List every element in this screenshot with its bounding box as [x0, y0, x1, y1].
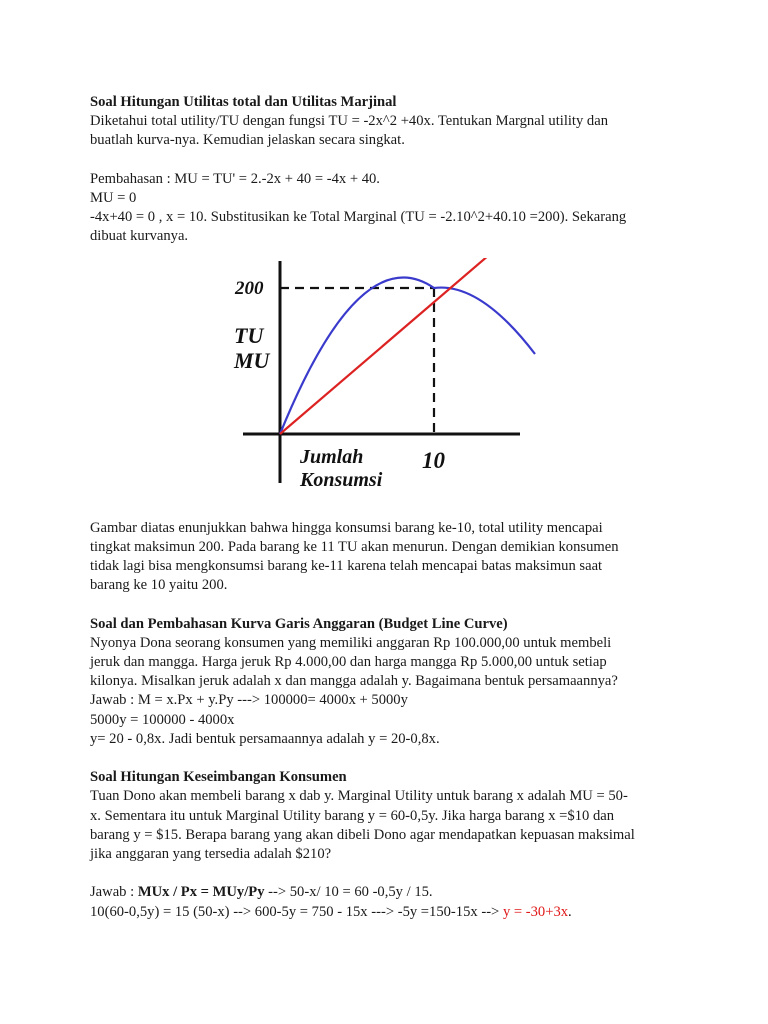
answer-end: . — [568, 903, 572, 920]
y-tick-label-200: 200 — [235, 278, 264, 299]
y-label-mu: MU — [234, 348, 270, 373]
section1-solution-line: dibuat kurvanya. — [90, 228, 189, 245]
answer-prefix: Jawab : — [90, 884, 138, 901]
section2-line: jeruk dan mangga. Harga jeruk Rp 4.000,00 dan harga mangga Rp 5.000,00 untuk setiap — [90, 654, 607, 671]
section3-heading: Soal Hitungan Keseimbangan Konsumen — [90, 769, 347, 786]
answer-bold-formula: MUx / Px = MUy/Py — [137, 884, 265, 901]
section2-line: Jawab : M = x.Px + y.Py ---> 100000= 4000x + 5000y — [90, 692, 408, 709]
section3-line: jika anggaran yang tersedia adalah $210? — [90, 846, 332, 863]
section3-answer-line-2 — [90, 903, 690, 922]
x-label-jumlah: Jumlah — [300, 446, 364, 468]
section1-explanation-line: Gambar diatas enunjukkan bahwa hingga konsumsi barang ke-10, total utility mencapai — [90, 519, 603, 536]
section1-explanation-line: tingkat maksimun 200. Pada barang ke 11 TU akan menurun. Dengan demikian konsumen — [90, 538, 619, 555]
section2-line: Nyonya Dona seorang konsumen yang memiliki anggaran Rp 100.000,00 untuk membeli — [90, 634, 612, 651]
section2-line: 5000y = 100000 - 4000x — [90, 711, 235, 728]
x-tick-label-10: 10 — [422, 448, 445, 473]
tu-mu-figure — [230, 258, 540, 498]
section1-explanation-line: tidak lagi bisa mengkonsumsi barang ke-11 karena telah mencapai batas maksimun saat — [90, 558, 603, 575]
section2-line: kilonya. Misalkan jeruk adalah x dan mangga adalah y. Bagaimana bentuk persamaannya? — [90, 673, 618, 690]
section3-answer-line-1 — [90, 883, 690, 902]
section3-line: x. Sementara itu untuk Marginal Utility barang y = 60-0,5y. Jika harga barang x =$10 dan — [90, 807, 615, 824]
section1-solution-line: Pembahasan : MU = TU' = 2.-2x + 40 = -4x + 40. — [90, 170, 380, 187]
answer-rest: --> 50-x/ 10 = 60 -0,5y / 15. — [264, 884, 433, 901]
section1-explanation-line: barang ke 10 yaitu 200. — [90, 577, 228, 594]
y-label-tu: TU — [234, 323, 264, 348]
tangent-red-line — [280, 258, 496, 434]
section1-question-line: buatlah kurva-nya. Kemudian jelaskan secara singkat. — [90, 132, 405, 149]
section1-heading: Soal Hitungan Utilitas total dan Utilitas Marjinal — [90, 94, 397, 110]
section2-line: y= 20 - 0,8x. Jadi bentuk persamaannya adalah y = 20-0,8x. — [90, 730, 440, 747]
section3-line: Tuan Dono akan membeli barang x dab y. Marginal Utility untuk barang x adalah MU = 50- — [90, 788, 628, 805]
section1-question-line: Diketahui total utility/TU dengan fungsi TU = -2x^2 +40x. Tentukan Margnal utility dan — [90, 113, 608, 130]
answer-text: 10(60-0,5y) = 15 (50-x) --> 600-5y = 750 - 15x ---> -5y =150-15x --> — [90, 903, 503, 920]
section1-solution-line: -4x+40 = 0 , x = 10. Substitusikan ke Total Marginal (TU = -2.10^2+40.10 =200). Sekarang — [90, 209, 627, 226]
section2-heading: Soal dan Pembahasan Kurva Garis Anggaran (Budget Line Curve) — [90, 615, 508, 632]
document-page — [90, 93, 690, 922]
section1-solution-line: MU = 0 — [90, 190, 137, 206]
x-label-konsumsi: Konsumsi — [300, 469, 383, 491]
answer-result: y = -30+3x — [502, 903, 569, 920]
section3-line: barang y = $15. Berapa barang yang akan dibeli Dono agar mendapatkan kepuasan maksimal — [90, 826, 635, 843]
tu-mu-graph — [230, 258, 540, 498]
tu-curve — [280, 278, 535, 434]
